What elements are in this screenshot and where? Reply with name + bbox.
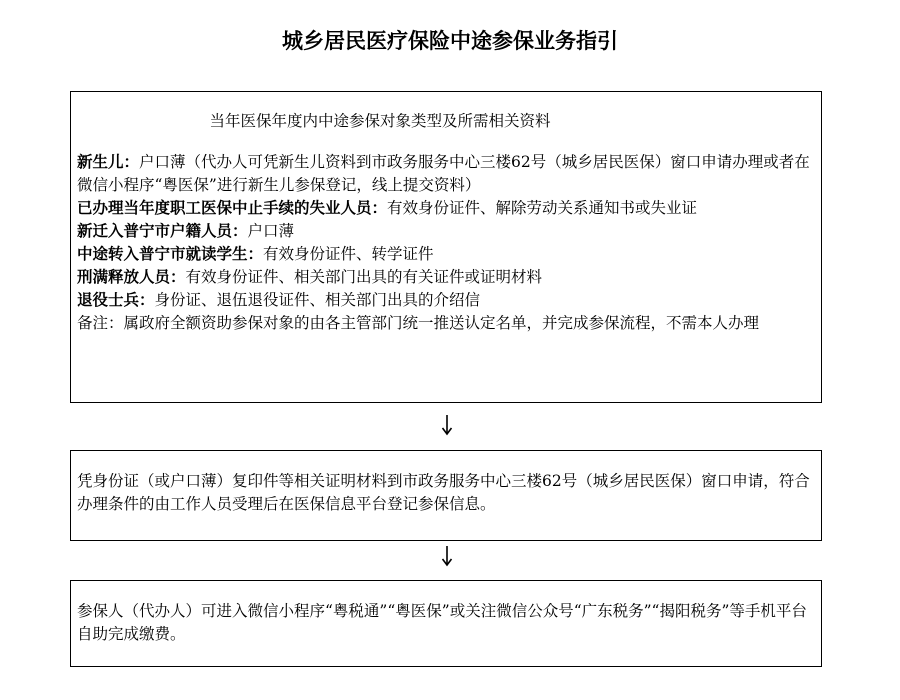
item-label: 刑满释放人员： <box>77 268 186 286</box>
list-item-unemployed <box>77 197 813 220</box>
eligibility-heading: 当年医保年度内中途参保对象类型及所需相关资料 <box>209 112 551 130</box>
down-arrow-icon <box>437 414 457 436</box>
item-text: 户口薄（代办人可凭新生儿资料到市政务服务中心三楼62号（城乡居民医保）窗口申请办理或者在微信小程序“粤医保”进行新生儿参保登记，线上提交资料） <box>77 153 810 194</box>
item-label: 已办理当年度职工医保中止手续的失业人员： <box>77 199 388 217</box>
application-box <box>70 450 822 541</box>
payment-box <box>70 580 822 667</box>
list-item-released-person <box>77 266 813 289</box>
item-text: 身份证、退伍退役证件、相关部门出具的介绍信 <box>154 291 481 309</box>
item-text: 有效身份证件、相关部门出具的有关证件或证明材料 <box>185 268 543 286</box>
application-text: 凭身份证（或户口薄）复印件等相关证明材料到市政务服务中心三楼62号（城乡居民医保）窗口申请，符合办理条件的由工作人员受理后在医保信息平台登记参保信息。 <box>77 472 810 513</box>
down-arrow-icon <box>437 545 457 567</box>
list-item-new-resident <box>77 220 813 243</box>
item-text: 有效身份证件、解除劳动关系通知书或失业证 <box>387 199 698 217</box>
page-title: 城乡居民医疗保险中途参保业务指引 <box>282 29 618 53</box>
item-label: 退役士兵： <box>77 291 155 309</box>
item-label: 中途转入普宁市就读学生： <box>77 245 264 263</box>
eligibility-box <box>70 91 822 403</box>
item-text: 有效身份证件、转学证件 <box>263 245 434 263</box>
note-text: 备注：属政府全额资助参保对象的由各主管部门统一推送认定名单，并完成参保流程，不需本人办理 <box>77 314 760 332</box>
item-label: 新迁入普宁市户籍人员： <box>77 222 248 240</box>
list-item-newborn <box>77 151 813 197</box>
item-label: 新生儿： <box>77 153 140 171</box>
payment-text: 参保人（代办人）可进入微信小程序“粤税通”“粤医保”或关注微信公众号“广东税务”“揭阳税务”等手机平台自助完成缴费。 <box>77 602 807 643</box>
item-text: 户口薄 <box>247 222 295 240</box>
list-item-veteran <box>77 289 813 312</box>
list-item-transfer-student <box>77 243 813 266</box>
